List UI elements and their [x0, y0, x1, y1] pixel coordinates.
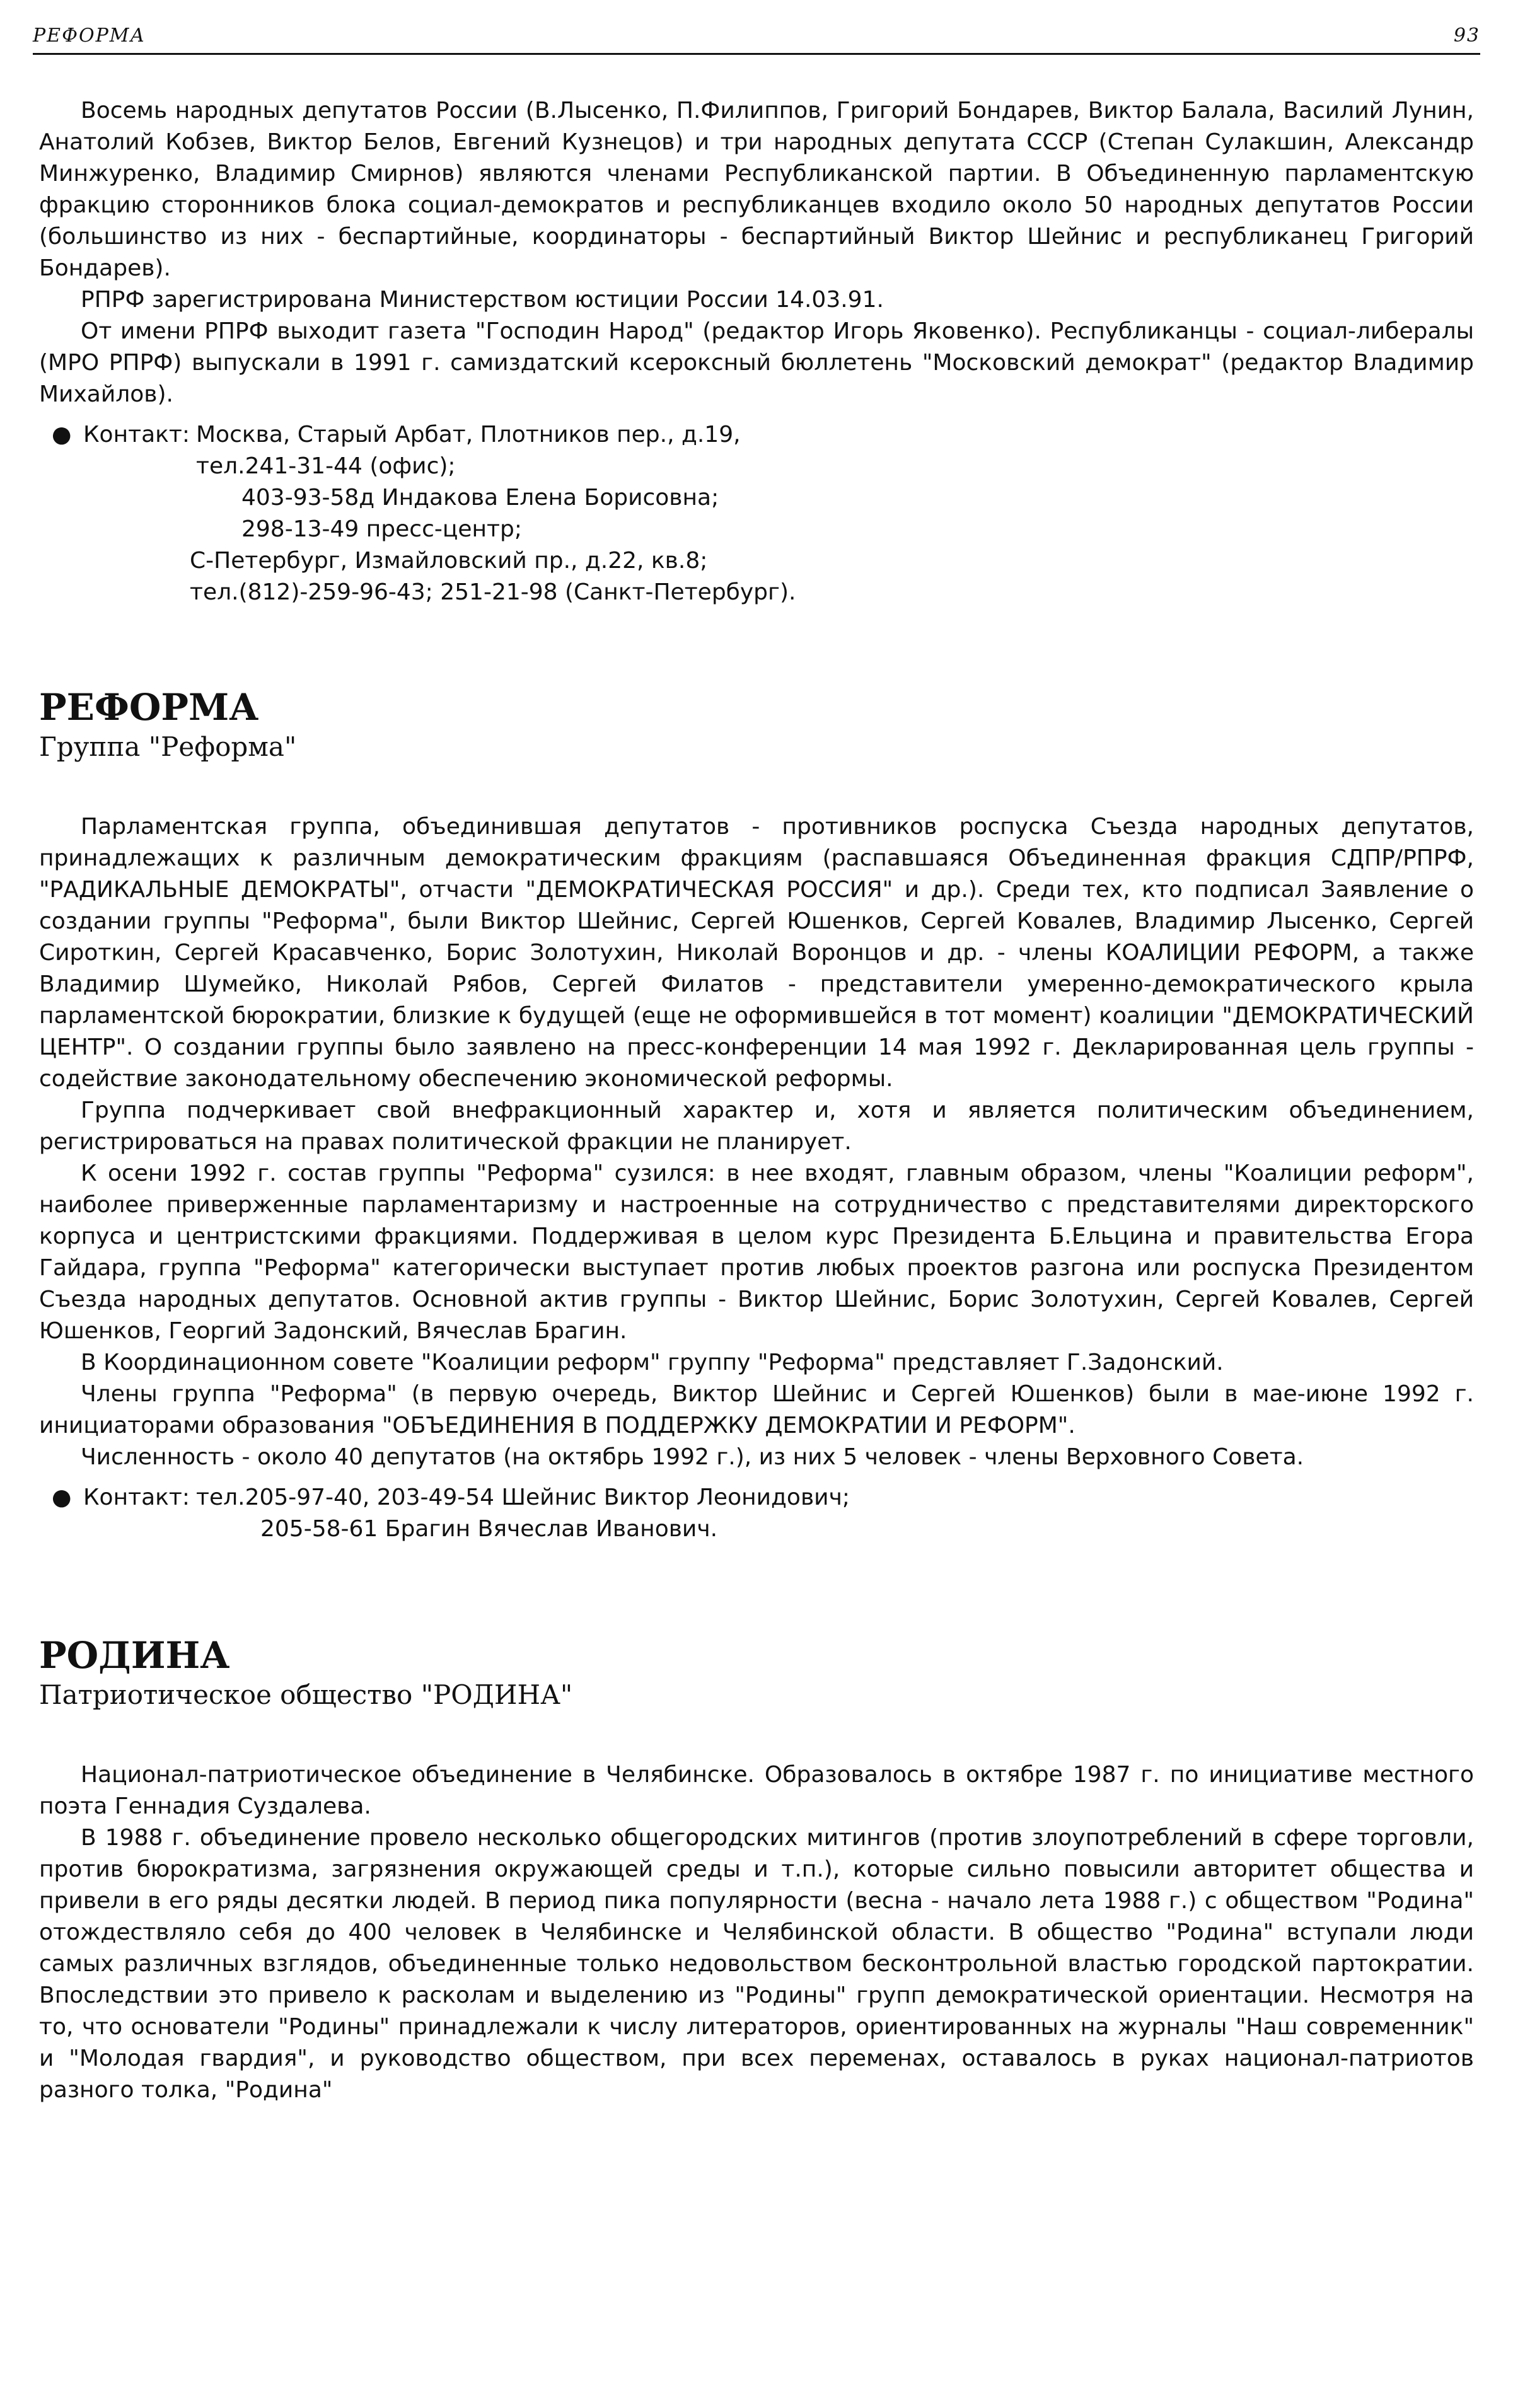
section-paragraph: В 1988 г. объединение провело несколько общегородских митингов (против злоупотреблений в сфере торговли, против бюрократизма, загрязнения окружающей среды и т.п.), которые сильно повысили авторитет общества и привели в его ряды десятки людей. В период пика популярности (весна - начало лета 1988 г.) с обществом "Родина" отождествляло себя до 400 человек в Челябинске и Челябинской области. В общество "Родина" вступали люди самых различных взглядов, объединенные только недовольством бесконтрольной властью городской партократии. Впоследствии это привело к расколам и выделению из "Родины" групп демократической ориентации. Несмотря на то, что основатели "Родины" принадлежали к числу литераторов, ориентированных на журналы "Наш современник" и "Молодая гвардия", и руководство обществом, при всех переменах, оставалось в руках национал-патриотов разного толка, "Родина": [39, 1825, 1474, 2103]
running-header: [33, 19, 1480, 47]
section-paragraph: К осени 1992 г. состав группы "Реформа" сузился: в нее входят, главным образом, члены "Коалиции реформ", наиболее приверженные парламентаризму и настроенные на сотрудничество с представителями директорского корпуса и центристскими фракциями. Поддерживая в целом курс Президента Б.Ельцина и правительства Егора Гайдара, группа "Реформа" категорически выступает против любых проектов разгона или роспуска Президентом Съезда народных депутатов. Основной актив группы - Виктор Шейнис, Борис Золотухин, Сергей Ковалев, Сергей Юшенков, Георгий Задонский, Вячеслав Брагин.: [39, 1161, 1474, 1344]
section-subtitle: Патриотическое общество "РОДИНА": [39, 1679, 573, 1710]
section-rodina: [39, 1633, 1474, 2106]
section-paragraph: Национал-патриотическое объединение в Челябинске. Образовалось в октябре 1987 г. по инициативе местного поэта Геннадия Суздалева.: [39, 1762, 1474, 1819]
intro-paragraph-2: РПРФ зарегистрирована Министерством юстиции России 14.03.91.: [81, 287, 884, 313]
bullet-icon: ●: [52, 422, 72, 448]
contact-line: 298-13-49 пресс-центр;: [241, 516, 523, 542]
section-paragraph: Парламентская группа, объединившая депутатов - противников роспуска Съезда народных депутатов, принадлежащих к различным демократическим фракциям (распавшаяся Объединенная фракция СДПР/РПРФ, "РАДИКАЛЬНЫЕ ДЕМОКРАТЫ", отчасти "ДЕМОКРАТИЧЕСКАЯ РОССИЯ" и др.). Среди тех, кто подписал Заявление о создании группы "Реформа", были Виктор Шейнис, Сергей Юшенков, Сергей Ковалев, Владимир Лысенко, Сергей Сироткин, Сергей Красавченко, Борис Золотухин, Николай Воронцов и др. - члены КОАЛИЦИИ РЕФОРМ, а также Владимир Шумейко, Николай Рябов, Сергей Филатов - представители умеренно-демократического крыла парламентской бюрократии, близкие к будущей (еще не оформившейся в тот момент) коалиции "ДЕМОКРАТИЧЕСКИЙ ЦЕНТР". О создании группы было заявлено на пресс-конференции 14 мая 1992 г. Декларированная цель группы - содействие законодательному обеспечению экономической реформы.: [39, 814, 1474, 1092]
contact-label: Контакт:: [83, 422, 190, 448]
section-paragraph: Члены группа "Реформа" (в первую очередь, Виктор Шейнис и Сергей Юшенков) были в мае-июне 1992 г. инициаторами образования "ОБЪЕДИНЕНИЯ В ПОДДЕРЖКУ ДЕМОКРАТИИ И РЕФОРМ".: [39, 1381, 1474, 1438]
section-paragraph: Группа подчеркивает свой внефракционный характер и, хотя и является политическим объединением, регистрироваться на правах политической фракции не планирует.: [39, 1097, 1474, 1155]
section-title: РОДИНА: [39, 1634, 230, 1677]
page-body: [33, 55, 1480, 2106]
page: [33, 19, 1480, 2106]
running-title: РЕФОРМА: [33, 25, 146, 47]
reforma-contact-block: [39, 1482, 1474, 1545]
section-paragraph: В Координационном совете "Коалиции реформ" группу "Реформа" представляет Г.Задонский.: [81, 1350, 1224, 1375]
contact-lines: [190, 1482, 850, 1545]
intro-paragraph-3: От имени РПРФ выходит газета "Господин Народ" (редактор Игорь Яковенко). Республиканцы - социал-либералы (МРО РПРФ) выпускали в 1991 г. самиздатский ксероксный бюллетень "Московский демократ" (редактор Владимир Михайлов).: [39, 318, 1474, 407]
page-number: 93: [1453, 25, 1480, 47]
contact-line: 205-58-61 Брагин Вячеслав Иванович.: [260, 1516, 718, 1542]
section-paragraph: Численность - около 40 депутатов (на октябрь 1992 г.), из них 5 человек - члены Верховного Совета.: [81, 1444, 1304, 1470]
intro-contact-block: [39, 419, 1474, 608]
contact-line: тел.241-31-44 (офис);: [196, 453, 456, 479]
section-subtitle: Группа "Реформа": [39, 731, 297, 762]
section-reforma: [39, 685, 1474, 1545]
contact-line: Москва, Старый Арбат, Плотников пер., д.19,: [196, 422, 741, 448]
bullet-icon: ●: [52, 1485, 72, 1510]
contact-line: тел.(812)-259-96-43; 251-21-98 (Санкт-Петербург).: [190, 579, 796, 605]
contact-lines: [190, 419, 796, 608]
section-title: РЕФОРМА: [39, 686, 259, 729]
contact-line: тел.205-97-40, 203-49-54 Шейнис Виктор Леонидович;: [196, 1485, 850, 1510]
contact-line: 403-93-58д Индакова Елена Борисовна;: [241, 485, 719, 511]
contact-line: С-Петербург, Измайловский пр., д.22, кв.8;: [190, 548, 708, 574]
contact-label: Контакт:: [83, 1485, 190, 1510]
intro-paragraph-1: Восемь народных депутатов России (В.Лысенко, П.Филиппов, Григорий Бондарев, Виктор Балала, Василий Лунин, Анатолий Кобзев, Виктор Белов, Евгений Кузнецов) и три народных депутата СССР (Степан Сулакшин, Александр Минжуренко, Владимир Смирнов) являются членами Республиканской партии. В Объединенную парламентскую фракцию сторонников блока социал-демократов и республиканцев входило около 50 народных депутатов России (большинство из них - беспартийные, координаторы - беспартийный Виктор Шейнис и республиканец Григорий Бондарев).: [39, 98, 1474, 281]
